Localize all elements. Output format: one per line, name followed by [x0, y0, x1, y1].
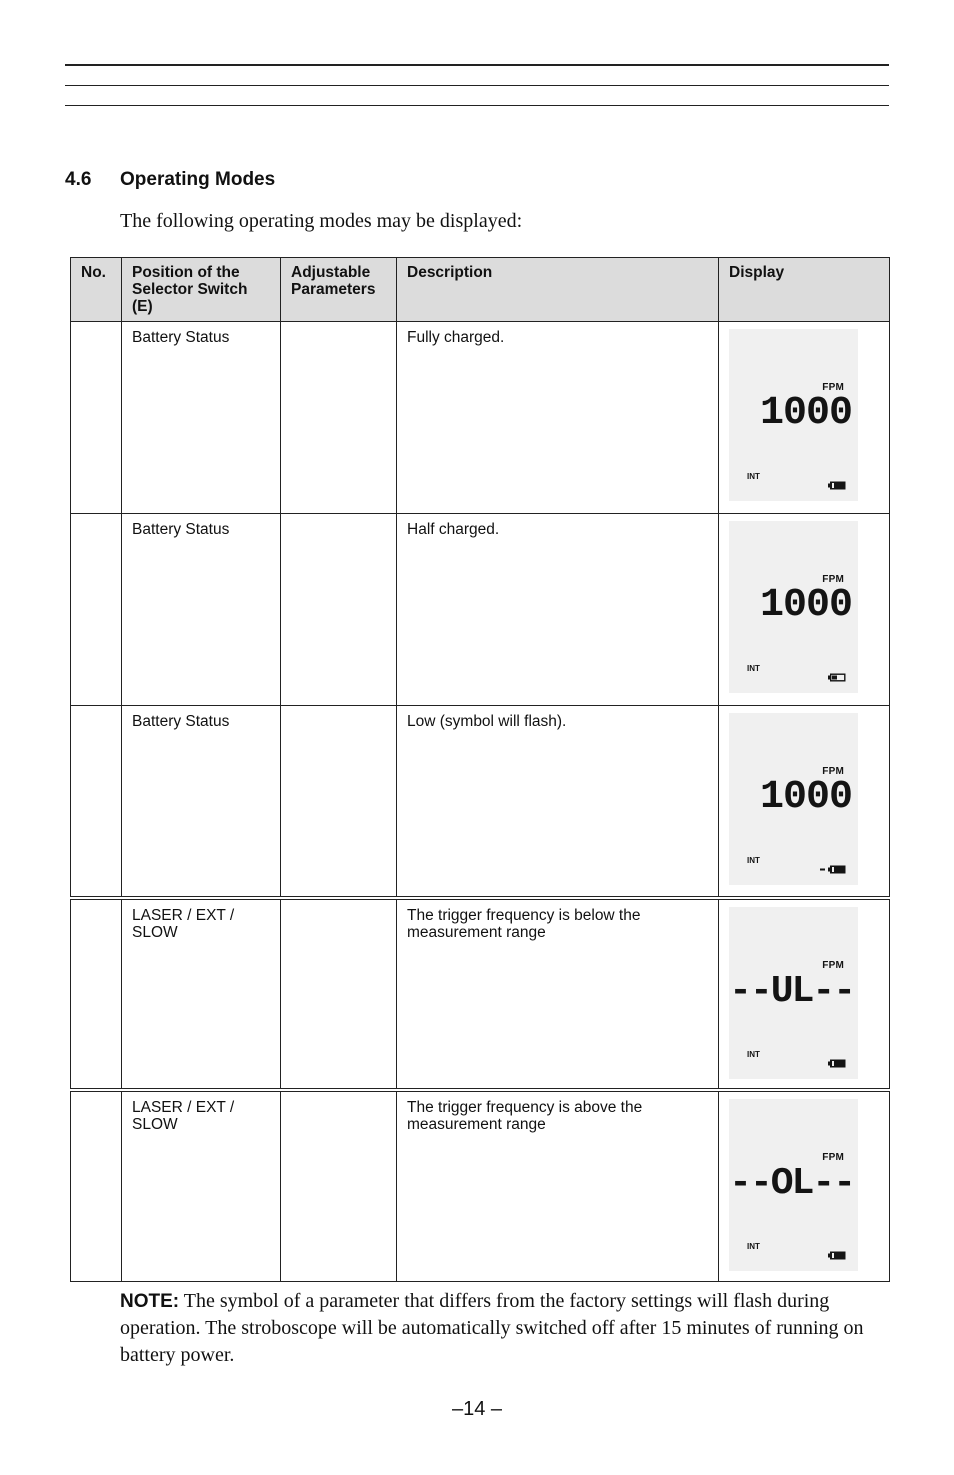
- cell-no: [71, 898, 122, 1090]
- page-number: –14 –: [451, 1398, 503, 1420]
- cell-display: [719, 322, 890, 514]
- table-row: [71, 322, 890, 514]
- cell-parameters: [281, 706, 397, 898]
- header-description: Description: [397, 258, 719, 322]
- cell-no: [71, 706, 122, 898]
- lcd-reading: 1000: [759, 583, 852, 628]
- cell-description: The trigger frequency is below the measurement range: [397, 898, 719, 1090]
- lcd-display: [729, 521, 858, 693]
- lcd-reading: 1000: [759, 391, 852, 436]
- cell-description: Fully charged.: [397, 322, 719, 514]
- cell-no: [71, 514, 122, 706]
- intro-paragraph: The following operating modes may be displayed:: [120, 210, 523, 232]
- cell-parameters: [281, 898, 397, 1090]
- cell-display: [719, 514, 890, 706]
- cell-description: Half charged.: [397, 514, 719, 706]
- cell-no: [71, 322, 122, 514]
- cell-parameters: [281, 1090, 397, 1282]
- table-row: [71, 898, 890, 1090]
- lcd-display: [729, 907, 858, 1079]
- cell-display: [719, 898, 890, 1090]
- cell-position: LASER / EXT / SLOW: [122, 1090, 281, 1282]
- lcd-mode: INT: [747, 472, 760, 481]
- lcd-display: [729, 713, 858, 885]
- lcd-reading: --UL--: [729, 969, 854, 1013]
- lcd-unit: FPM: [822, 382, 844, 393]
- operating-modes-table: [70, 257, 890, 1282]
- cell-description: The trigger frequency is above the measurement range: [397, 1090, 719, 1282]
- section-title: Operating Modes: [120, 169, 276, 190]
- note-paragraph: [120, 1288, 895, 1369]
- section-heading: [65, 169, 275, 191]
- table-row: [71, 514, 890, 706]
- cell-no: [71, 1090, 122, 1282]
- cell-position: LASER / EXT / SLOW: [122, 898, 281, 1090]
- header-rule-bottom: [65, 105, 889, 106]
- lcd-unit: FPM: [822, 574, 844, 585]
- cell-position: Battery Status: [122, 322, 281, 514]
- header-rule-top: [65, 64, 889, 66]
- cell-position: Battery Status: [122, 706, 281, 898]
- section-number: 4.6: [65, 169, 92, 190]
- cell-parameters: [281, 514, 397, 706]
- header-position: Position of the Selector Switch (E): [122, 258, 281, 322]
- lcd-reading: --OL--: [729, 1161, 854, 1205]
- header-parameters: Adjustable Parameters: [281, 258, 397, 322]
- note-text: The symbol of a parameter that differs from the factory settings will flash during operation. The stroboscope will be automatically switched off after 15 minutes of running on battery power.: [120, 1290, 864, 1366]
- cell-parameters: [281, 322, 397, 514]
- lcd-display: [729, 329, 858, 501]
- cell-position: Battery Status: [122, 514, 281, 706]
- header-no: No.: [71, 258, 122, 322]
- lcd-mode: INT: [747, 1241, 760, 1251]
- lcd-unit: FPM: [822, 1151, 844, 1163]
- cell-display: [719, 706, 890, 898]
- lcd-mode: INT: [747, 1049, 760, 1059]
- header-rule-middle: [65, 85, 889, 86]
- lcd-unit: FPM: [822, 959, 844, 971]
- table-header-row: [71, 258, 890, 322]
- cell-description: Low (symbol will flash).: [397, 706, 719, 898]
- lcd-unit: FPM: [822, 766, 844, 777]
- lcd-reading: 1000: [759, 775, 852, 820]
- cell-display: [719, 1090, 890, 1282]
- lcd-display: [729, 1099, 858, 1271]
- lcd-mode: INT: [747, 664, 760, 673]
- header-display: Display: [719, 258, 890, 322]
- note-label: NOTE:: [120, 1291, 180, 1312]
- lcd-mode: INT: [747, 856, 760, 865]
- table-row: [71, 706, 890, 898]
- table-row: [71, 1090, 890, 1282]
